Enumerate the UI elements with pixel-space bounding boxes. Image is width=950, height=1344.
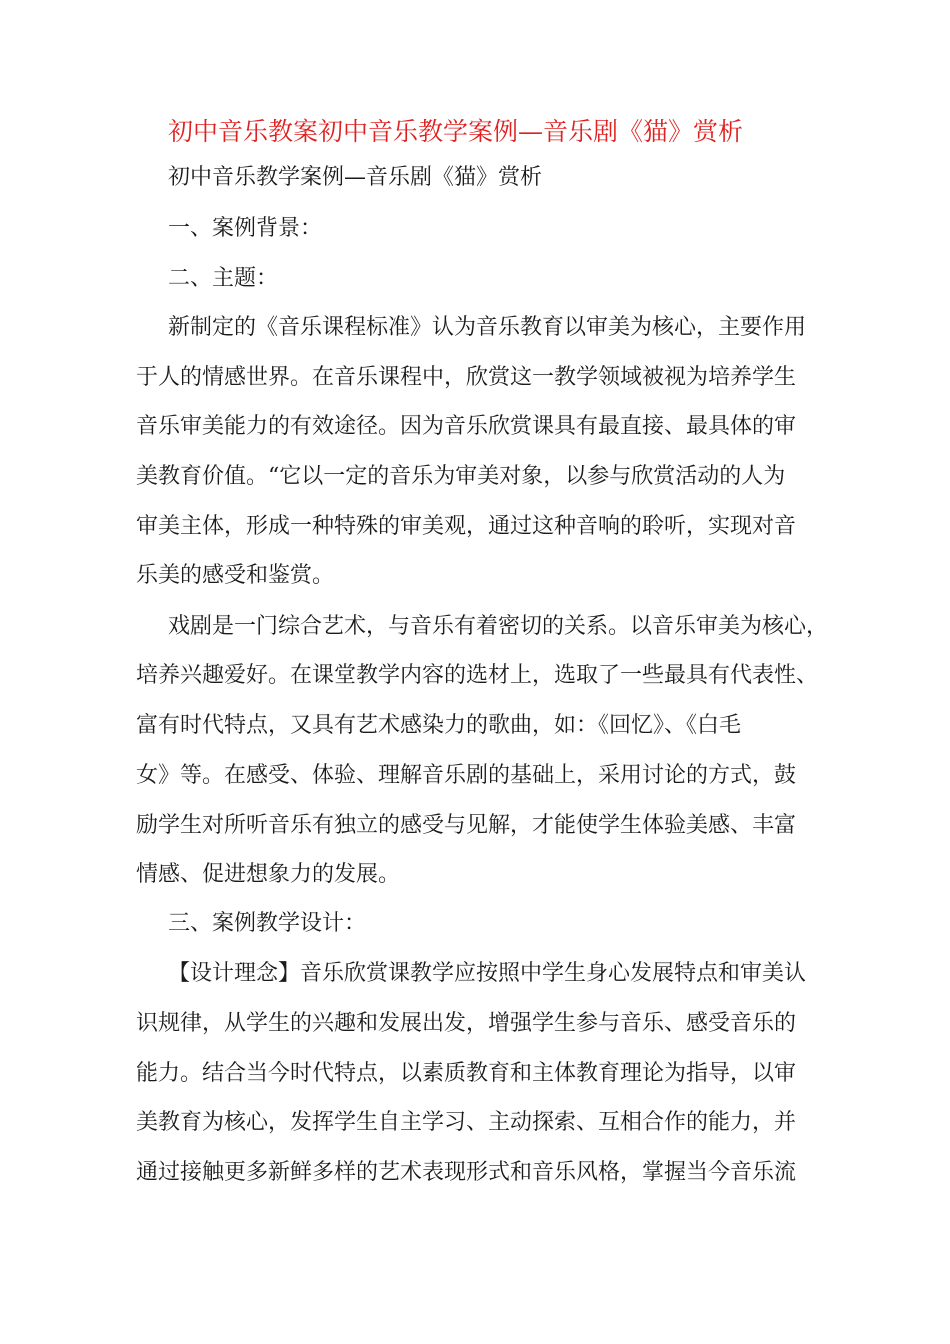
section-heading-design: 三、案例教学设计： — [168, 911, 367, 936]
paragraph-line: 新制定的《音乐课程标准》认为音乐教育以审美为核心，主要作用 — [168, 315, 807, 340]
paragraph-line: 女》等。在感受、体验、理解音乐剧的基础上，采用讨论的方式，鼓 — [136, 763, 797, 788]
paragraph-line: 情感、促进想象力的发展。 — [136, 862, 401, 887]
section-heading-background: 一、案例背景： — [168, 216, 323, 241]
paragraph-line: 乐美的感受和鉴赏。 — [136, 563, 335, 588]
paragraph-line: 音乐审美能力的有效途径。因为音乐欣赏课具有最直接、最具体的审 — [136, 414, 797, 439]
paragraph-line: 识规律，从学生的兴趣和发展出发，增强学生参与音乐、感受音乐的 — [136, 1011, 797, 1036]
paragraph-line: 于人的情感世界。在音乐课程中，欣赏这一教学领域被视为培养学生 — [136, 365, 797, 390]
paragraph-line: 美教育价值。“它以一定的音乐为审美对象，以参与欣赏活动的人为 — [136, 464, 786, 489]
section-heading-theme: 二、主题： — [168, 266, 279, 291]
paragraph-line: 戏剧是一门综合艺术，与音乐有着密切的关系。以音乐审美为核心， — [168, 614, 829, 639]
paragraph-line: 富有时代特点，又具有艺术感染力的歌曲，如：《回忆》、《白毛 — [136, 713, 742, 738]
paragraph-line: 通过接触更多新鲜多样的艺术表现形式和音乐风格，掌握当今音乐流 — [136, 1160, 797, 1185]
paragraph-line: 励学生对所听音乐有独立的感受与见解，才能使学生体验美感、丰富 — [136, 813, 797, 838]
paragraph-line: 美教育为核心，发挥学生自主学习、主动探索、互相合作的能力，并 — [136, 1110, 797, 1135]
paragraph-line: 能力。结合当今时代特点，以素质教育和主体教育理论为指导，以审 — [136, 1061, 797, 1086]
paragraph-line: 【设计理念】音乐欣赏课教学应按照中学生身心发展特点和审美认 — [168, 961, 807, 986]
paragraph-line: 审美主体，形成一种特殊的审美观，通过这种音响的聆听，实现对音 — [136, 514, 797, 539]
paragraph-line: 培养兴趣爱好。在课堂教学内容的选材上，选取了一些最具有代表性、 — [136, 663, 819, 688]
document-title: 初中音乐教案初中音乐教学案例—音乐剧《猫》赏析 — [168, 117, 744, 146]
document-subtitle: 初中音乐教学案例—音乐剧《猫》赏析 — [168, 165, 543, 190]
